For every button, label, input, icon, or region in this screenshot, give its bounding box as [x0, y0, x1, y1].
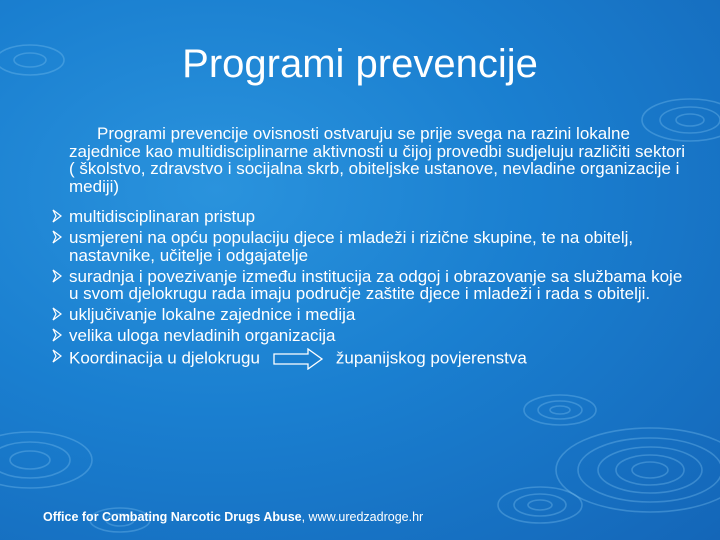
- coordination-text: Koordinacija u djelokrugu: [69, 348, 260, 368]
- bullet-text: velika uloga nevladinih organizacija: [69, 326, 336, 345]
- right-arrow-icon: [272, 348, 324, 370]
- bullet-item-coordination: [53, 348, 693, 370]
- chevron-arrow-icon: [52, 349, 62, 363]
- chevron-arrow-icon: [52, 230, 62, 244]
- chevron-arrow-icon: [52, 269, 62, 283]
- intro-paragraph: Programi prevencije ovisnosti ostvaruju se prije svega na razini lokalne zajednice kao multidisciplinarne aktivnosti u čijoj provedbi sudjeluju različiti sektori ( školstvo, zdravstvo i socijalna skrb, obiteljske ustanove, nevladine organizacije i mediji): [69, 124, 686, 196]
- county-commission-text: županijskog povjerenstva: [335, 348, 527, 368]
- bullet-text: uključivanje lokalne zajednice i medija: [69, 305, 356, 324]
- bullet-item: [53, 208, 693, 226]
- bullet-text: multidisciplinaran pristup: [69, 207, 256, 226]
- footer-separator: ,: [301, 510, 309, 524]
- bullet-text: usmjereni na opću populaciju djece i mladeži i rizične skupine, te na obitelj, nastavnike, učitelje i odgajatelje: [69, 228, 634, 265]
- footer-organization: Office for Combating Narcotic Drugs Abuse: [43, 510, 302, 524]
- footer-url: www.uredzadroge.hr: [308, 510, 424, 524]
- chevron-arrow-icon: [52, 209, 62, 223]
- bullet-text: suradnja i povezivanje između institucija za odgoj i obrazovanje sa službama koje u svom djelokrugu rada imaju područje zaštite djece i mladeži i rada s obitelji.: [69, 266, 683, 303]
- bullet-item: [53, 268, 693, 303]
- bullet-list: [53, 208, 693, 374]
- footer: [43, 510, 423, 524]
- chevron-arrow-icon: [52, 307, 62, 321]
- bullet-item: [53, 306, 693, 324]
- slide-title: Programi prevencije: [182, 42, 538, 86]
- chevron-arrow-icon: [52, 328, 62, 342]
- bullet-item: [53, 327, 693, 345]
- bullet-item: [53, 229, 693, 264]
